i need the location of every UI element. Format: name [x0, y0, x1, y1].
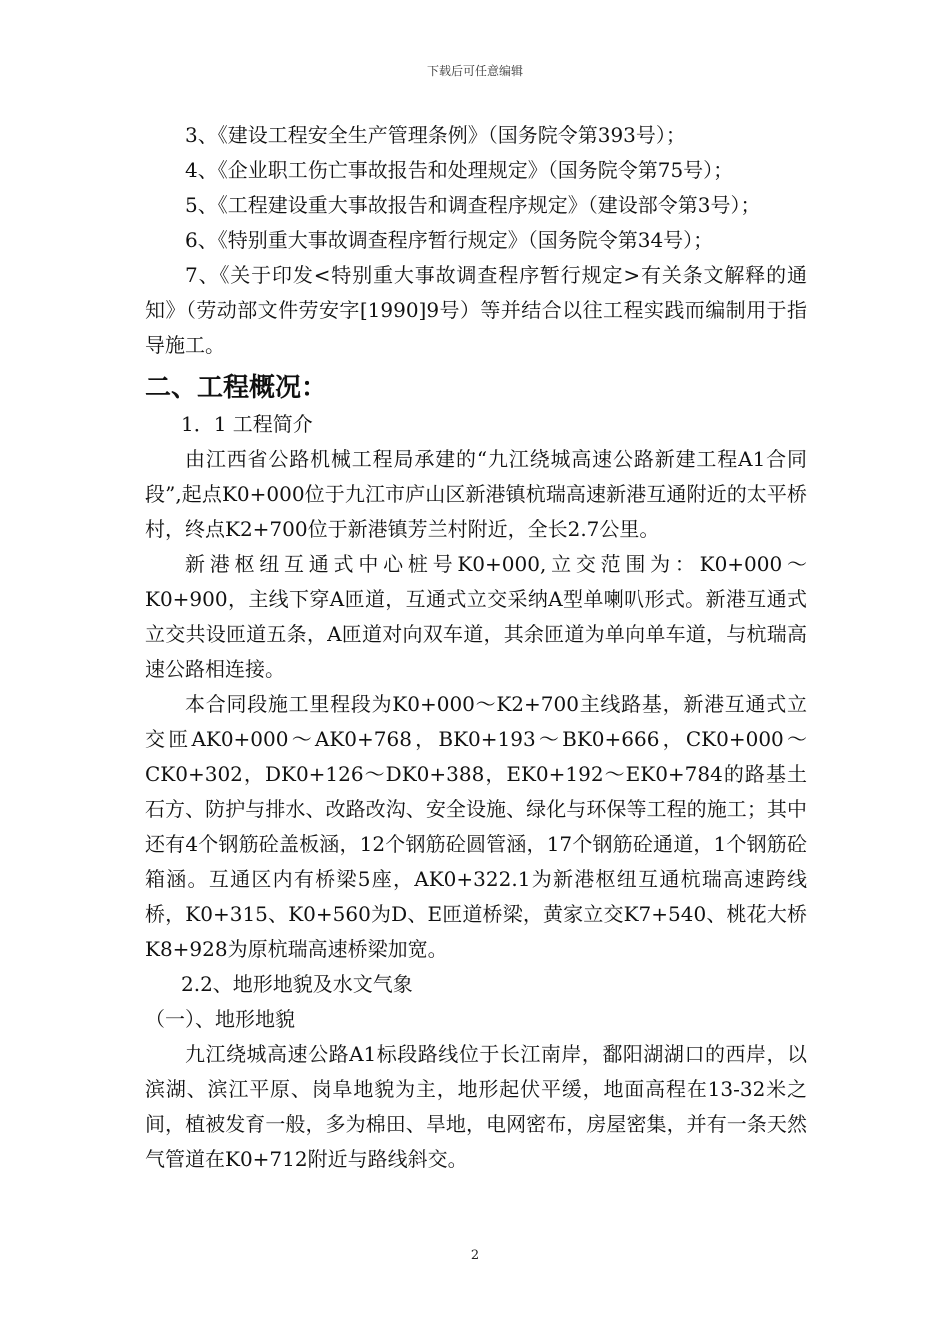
reference-item-3: 3、《建设工程安全生产管理条例》（国务院令第393号）；: [185, 123, 686, 147]
paragraph-scope: 本合同段施工里程段为K0+000～K2+700主线路基，新港互通式立交匝AK0+000～AK0+768，BK0+193～BK0+666，CK0+000～CK0+302，DK0+126～DK0+388，EK0+192～EK0+784的路基土石方、防护与排水、改路改沟、安全设施、绿化与环保等工程的施工；其中还有4个钢筋砼盖板涵，12个钢筋砼圆管涵，17个钢筋砼通道，1个钢筋砼箱涵。互通区内有桥梁5座，AK0+322.1为新港枢纽互通杭瑞高速跨线桥，K0+315、K0+560为D、E匝道桥梁，黄家立交K7+540、桃花大桥K8+928为原杭瑞高速桥梁加宽。: [145, 692, 807, 961]
subsection-title-1: 1．1 工程简介: [181, 412, 313, 436]
section-heading: 二、工程概况：: [145, 373, 328, 403]
subsection-title-2: 2.2、地形地貌及水文气象: [181, 972, 413, 996]
subsection-item-terrain: （一）、地形地貌: [145, 1007, 295, 1031]
paragraph-project-intro: 由江西省公路机械工程局承建的“九江绕城高速公路新建工程A1合同段”,起点K0+000位于九江市庐山区新港镇杭瑞高速新港互通附近的太平桥村，终点K2+700位于新港镇芳兰村附近，全长2.7公里。: [145, 447, 807, 541]
page-header: 下载后可任意编辑: [426, 64, 523, 78]
paragraph-terrain: 九江绕城高速公路A1标段路线位于长江南岸，鄱阳湖湖口的西岸，以滨湖、滨江平原、岗阜地貌为主，地形起伏平缓，地面高程在13-32米之间，植被发育一般，多为棉田、旱地，电网密布，房屋密集，并有一条天然气管道在K0+712附近与路线斜交。: [145, 1042, 807, 1171]
reference-item-4: 4、《企业职工伤亡事故报告和处理规定》（国务院令第75号）；: [185, 158, 734, 182]
page-number: 2: [470, 1248, 480, 1263]
document-body: [145, 118, 807, 1177]
reference-item-6: 6、《特别重大事故调查程序暂行规定》（国务院令第34号）；: [185, 228, 714, 252]
reference-item-5: 5、《工程建设重大事故报告和调查程序规定》（建设部令第3号）；: [185, 193, 761, 217]
reference-item-7: 7、《关于印发<特别重大事故调查程序暂行规定>有关条文解释的通知》（劳动部文件劳安字[1990]9号）等并结合以往工程实践而编制用于指导施工。: [145, 263, 807, 357]
paragraph-interchange: 新港枢纽互通式中心桩号K0+000,立交范围为：K0+000～K0+900，主线下穿A匝道，互通式立交采纳A型单喇叭形式。新港互通式立交共设匝道五条，A匝道对向双车道，其余匝道为单向单车道，与杭瑞高速公路相连接。: [145, 552, 807, 681]
